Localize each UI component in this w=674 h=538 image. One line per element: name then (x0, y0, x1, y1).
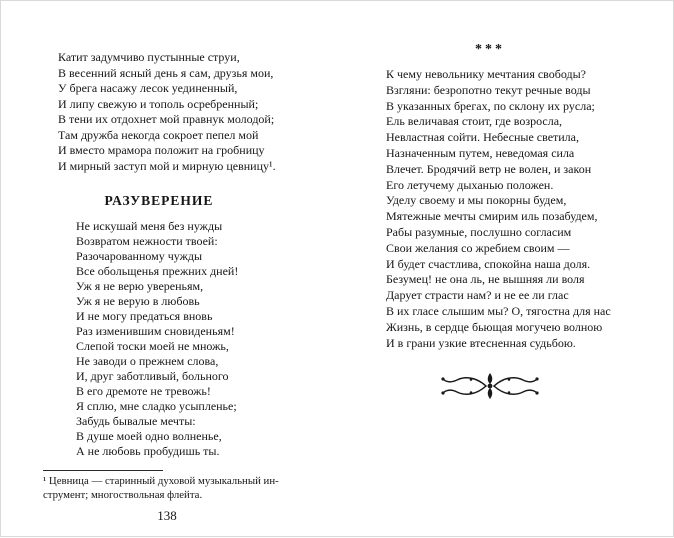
text-line: Там дружба некогда сокроет пепел мой (58, 127, 259, 142)
text-line: Слепой тоски моей не множь, (76, 339, 229, 353)
poem-body-right (386, 67, 611, 351)
text-line: Его летучему дыханью положен. (386, 177, 554, 192)
text-line: В его дремоте не тревожь! (76, 384, 211, 398)
text-line: В душе моей одно волненье, (76, 429, 222, 443)
poem-continuation (58, 50, 276, 174)
text-line: Жизнь, в сердце бьющая могучею волною (386, 319, 603, 334)
right-page (338, 1, 674, 538)
text-line: Влечет. Бродячий ветр не волен, и закон (386, 161, 592, 176)
text-line: И не могу предаться вновь (76, 309, 213, 323)
text-line: А не любовь пробудишь ты. (76, 444, 220, 458)
text-line: В указанных брегах, по склону их русла; (386, 98, 595, 113)
text-line: У брега насажу лесок уединенный, (58, 81, 238, 95)
text-line: Не заводи о прежнем слова, (76, 354, 219, 368)
text-line: В тени их отдохнет мой правнук молодой; (58, 112, 275, 126)
footnote (43, 470, 311, 502)
text-line: К чему невольнику мечтания свободы? (386, 67, 586, 81)
text-line: Уж я не верую в любовь (76, 294, 200, 308)
text-line: Я сплю, мне сладко усыпленье; (76, 399, 237, 413)
untitled-poem-marker: *** (475, 42, 505, 57)
text-line: Свои желания со жребием своим — (386, 240, 570, 255)
text-line: Мятежные мечты смирим иль позабудем, (386, 209, 598, 224)
text-line: струмент; многоствольная флейта. (43, 488, 203, 501)
text-line: ¹ Цевница — старинный духовой музыкальный ин- (43, 475, 279, 487)
text-line: И, друг заботливый, больного (76, 369, 229, 383)
text-line: Разочарованному чужды (76, 249, 203, 263)
text-line: Рабы разумные, послушно согласим (386, 224, 572, 239)
poem-title: РАЗУВЕРЕНИЕ (104, 193, 214, 208)
text-line: Все обольщенья прежних дней! (76, 264, 239, 278)
text-line: В их гласе слышим мы? О, тягостна для нас (386, 303, 611, 318)
text-line: Уж я не верю увереньям, (76, 279, 204, 293)
text-line: В весенний ясный день я сам, друзья мои, (58, 65, 274, 80)
text-line: Раз изменившим сновиденьям! (76, 324, 235, 338)
text-line: Безумец! не она ль, не вышняя ли воля (386, 272, 585, 287)
text-line: Дарует страсти нам? и не ее ли глас (386, 288, 569, 303)
text-line: И в грани узкие втесненная судьбою. (386, 335, 576, 350)
ornament-flourish-icon (386, 371, 594, 406)
text-line: Взгляни: безропотно текут речные воды (386, 82, 591, 97)
text-line: Катит задумчиво пустынные струи, (58, 50, 240, 64)
text-line: И будет счастлива, спокойна наша доля. (386, 256, 591, 271)
text-line: Забудь бывалые мечты: (76, 414, 196, 428)
text-line: Уделу своему и мы покорны будем, (386, 193, 567, 208)
poem-body-left (76, 219, 238, 459)
text-line: Возвратом нежности твоей: (76, 234, 218, 248)
text-line: И вместо мрамора положит на гробницу (58, 143, 265, 157)
footnote-text (43, 475, 311, 502)
text-line: И мирный заступ мой и мирную цевницу¹. (58, 158, 276, 173)
footnote-divider (43, 470, 163, 471)
page-number: 138 (157, 508, 177, 523)
left-page (1, 1, 338, 538)
text-line: Назначенным путем, неведомая сила (386, 145, 575, 160)
text-line: Не искушай меня без нужды (76, 219, 223, 233)
text-line: Невластная сойти. Небесные светила, (386, 130, 579, 145)
text-line: И липу свежую и тополь осребренный; (58, 96, 259, 111)
text-line: Ель величавая стоит, где возросла, (386, 114, 563, 129)
